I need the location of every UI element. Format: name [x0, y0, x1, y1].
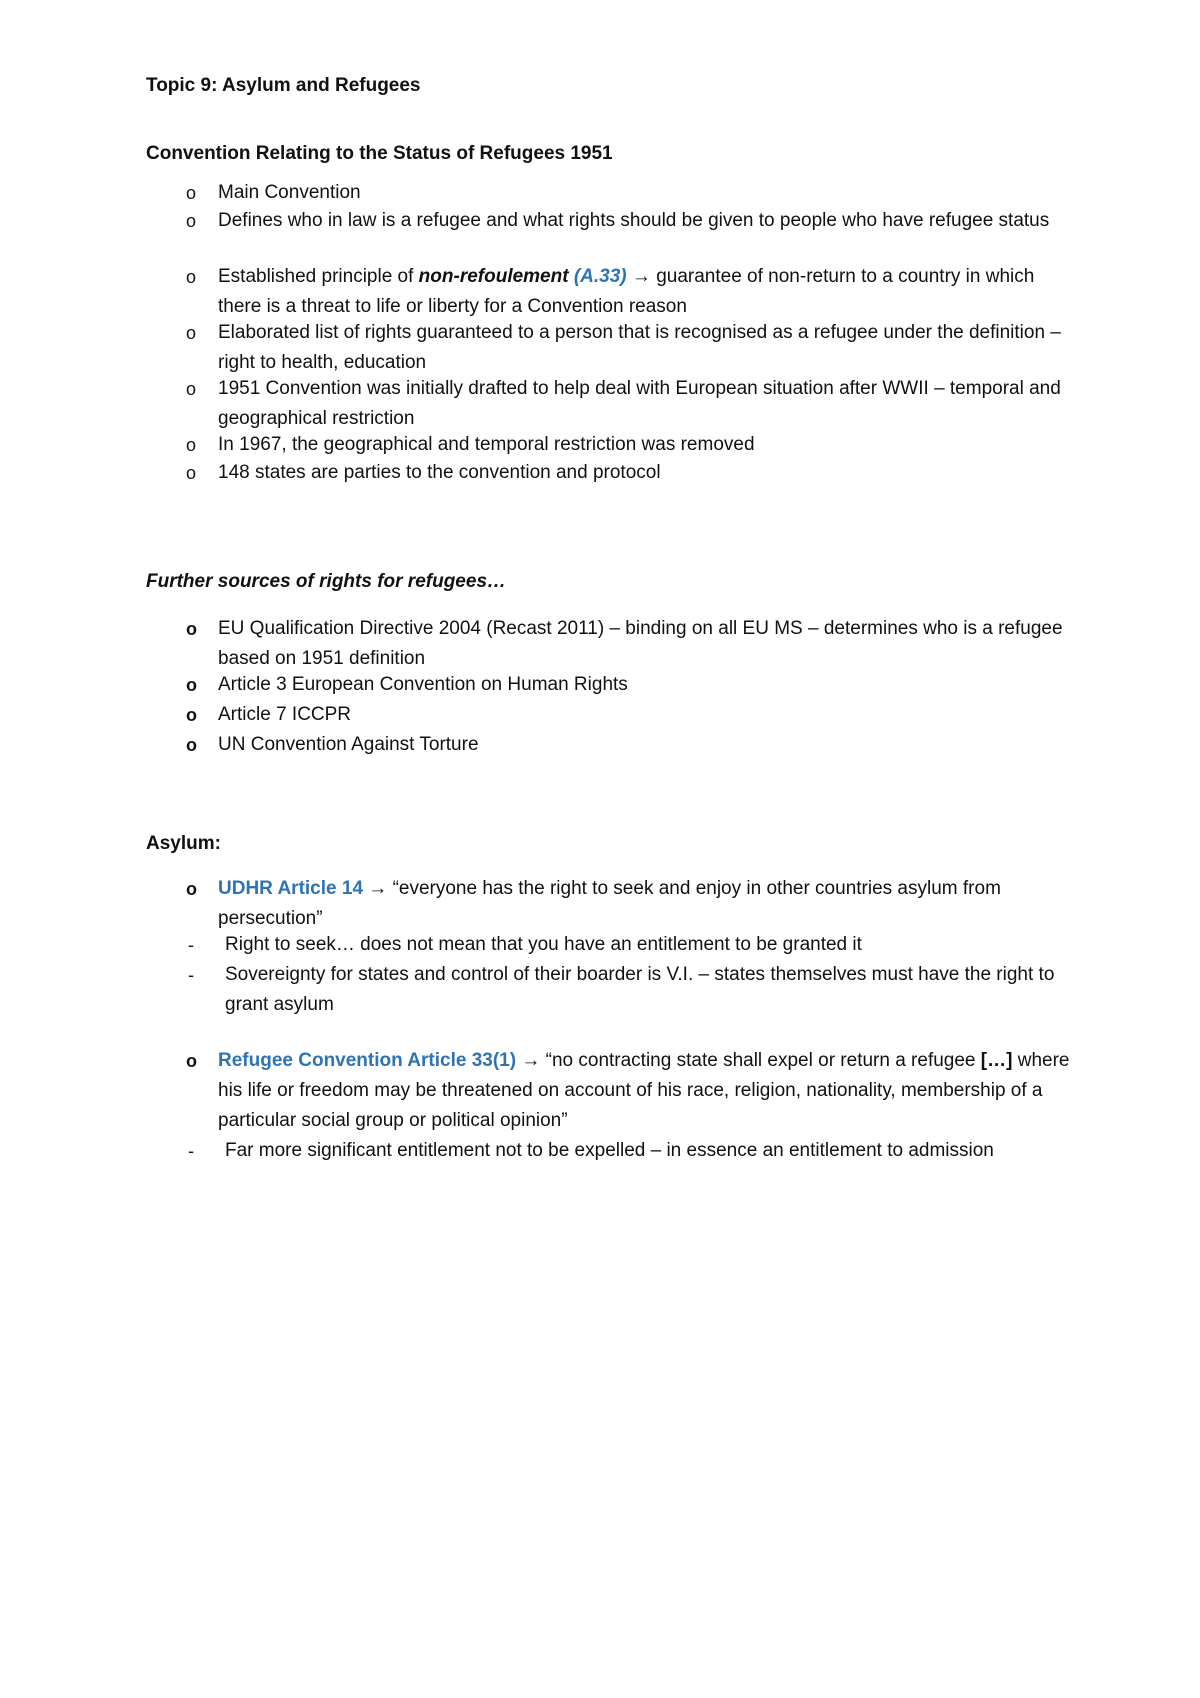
convention-quote-end: where his life or freedom may be threatened on account of his race, religion, nationality, membership of a particular social group or political opinion” [218, 1050, 1070, 1131]
dash-marker: - [188, 935, 194, 955]
non-refoulement-term: non-refoulement [418, 266, 569, 287]
bullet-marker: o [186, 1051, 197, 1071]
dash-marker: - [188, 965, 194, 985]
bullet-marker: o [186, 323, 197, 343]
arrow-icon: → [631, 266, 651, 287]
convention-quote-start: “no contracting state shall expel or return a refugee [540, 1050, 981, 1071]
refugee-convention-reference: Refugee Convention Article 33(1) [218, 1050, 517, 1071]
list-item-text: 1951 Convention was initially drafted to help deal with European situation after WWII – temporal and geographical restriction [218, 378, 1061, 429]
bullet-marker: o [186, 619, 197, 639]
list-item-text: Elaborated list of rights guaranteed to a person that is recognised as a refugee under the definition – right to health, education [218, 322, 1061, 373]
list-item-text: Article 7 ICCPR [218, 704, 352, 725]
bullet-marker: o [186, 879, 197, 899]
bullet-marker: o [186, 211, 197, 231]
bullet-marker: o [186, 705, 197, 725]
bullet-marker: o [186, 267, 197, 287]
list-item-pre: Established principle of [218, 266, 419, 287]
list-item-text: In 1967, the geographical and temporal restriction was removed [218, 434, 755, 455]
list-item-text: UN Convention Against Torture [218, 734, 479, 755]
list-item-text [218, 262, 1078, 322]
list-item-text: Article 3 European Convention on Human Rights [218, 674, 628, 695]
list-item-text [218, 1046, 1078, 1136]
udhr-reference: UDHR Article 14 [218, 878, 364, 899]
list-item-text: Main Convention [218, 182, 361, 203]
dash-marker: - [188, 1141, 194, 1161]
bullet-marker: o [186, 379, 197, 399]
article-reference: (A.33) [573, 266, 627, 287]
dash-item-text: Sovereignty for states and control of their boarder is V.I. – states themselves must have the right to grant asylum [225, 964, 1055, 1015]
bullet-marker: o [186, 675, 197, 695]
section-heading-asylum: Asylum: [146, 833, 221, 854]
list-item-post: guarantee of non-return to a country in which there is a threat to life or liberty for a Convention reason [218, 266, 1035, 317]
bullet-marker: o [186, 463, 197, 483]
dash-item-text: Far more significant entitlement not to be expelled – in essence an entitlement to admission [225, 1140, 994, 1161]
section-heading-convention: Convention Relating to the Status of Refugees 1951 [146, 143, 613, 164]
list-item-text: Defines who in law is a refugee and what rights should be given to people who have refugee status [218, 210, 1050, 231]
page-title: Topic 9: Asylum and Refugees [146, 75, 421, 96]
udhr-quote: “everyone has the right to seek and enjoy in other countries asylum from persecution” [218, 878, 1001, 929]
bullet-marker: o [186, 435, 197, 455]
bullet-marker: o [186, 735, 197, 755]
arrow-icon: → [368, 878, 388, 899]
list-item-text: EU Qualification Directive 2004 (Recast 2011) – binding on all EU MS – determines who is a refugee based on 1951 definition [218, 618, 1063, 669]
dash-item-text: Right to seek… does not mean that you have an entitlement to be granted it [225, 934, 862, 955]
bullet-marker: o [186, 183, 197, 203]
arrow-icon: → [521, 1050, 541, 1071]
section-heading-further-sources: Further sources of rights for refugees… [146, 571, 507, 592]
convention-quote-ellipsis: […] [980, 1050, 1013, 1071]
list-item-text: 148 states are parties to the convention and protocol [218, 462, 661, 483]
list-item-text [218, 874, 1078, 934]
